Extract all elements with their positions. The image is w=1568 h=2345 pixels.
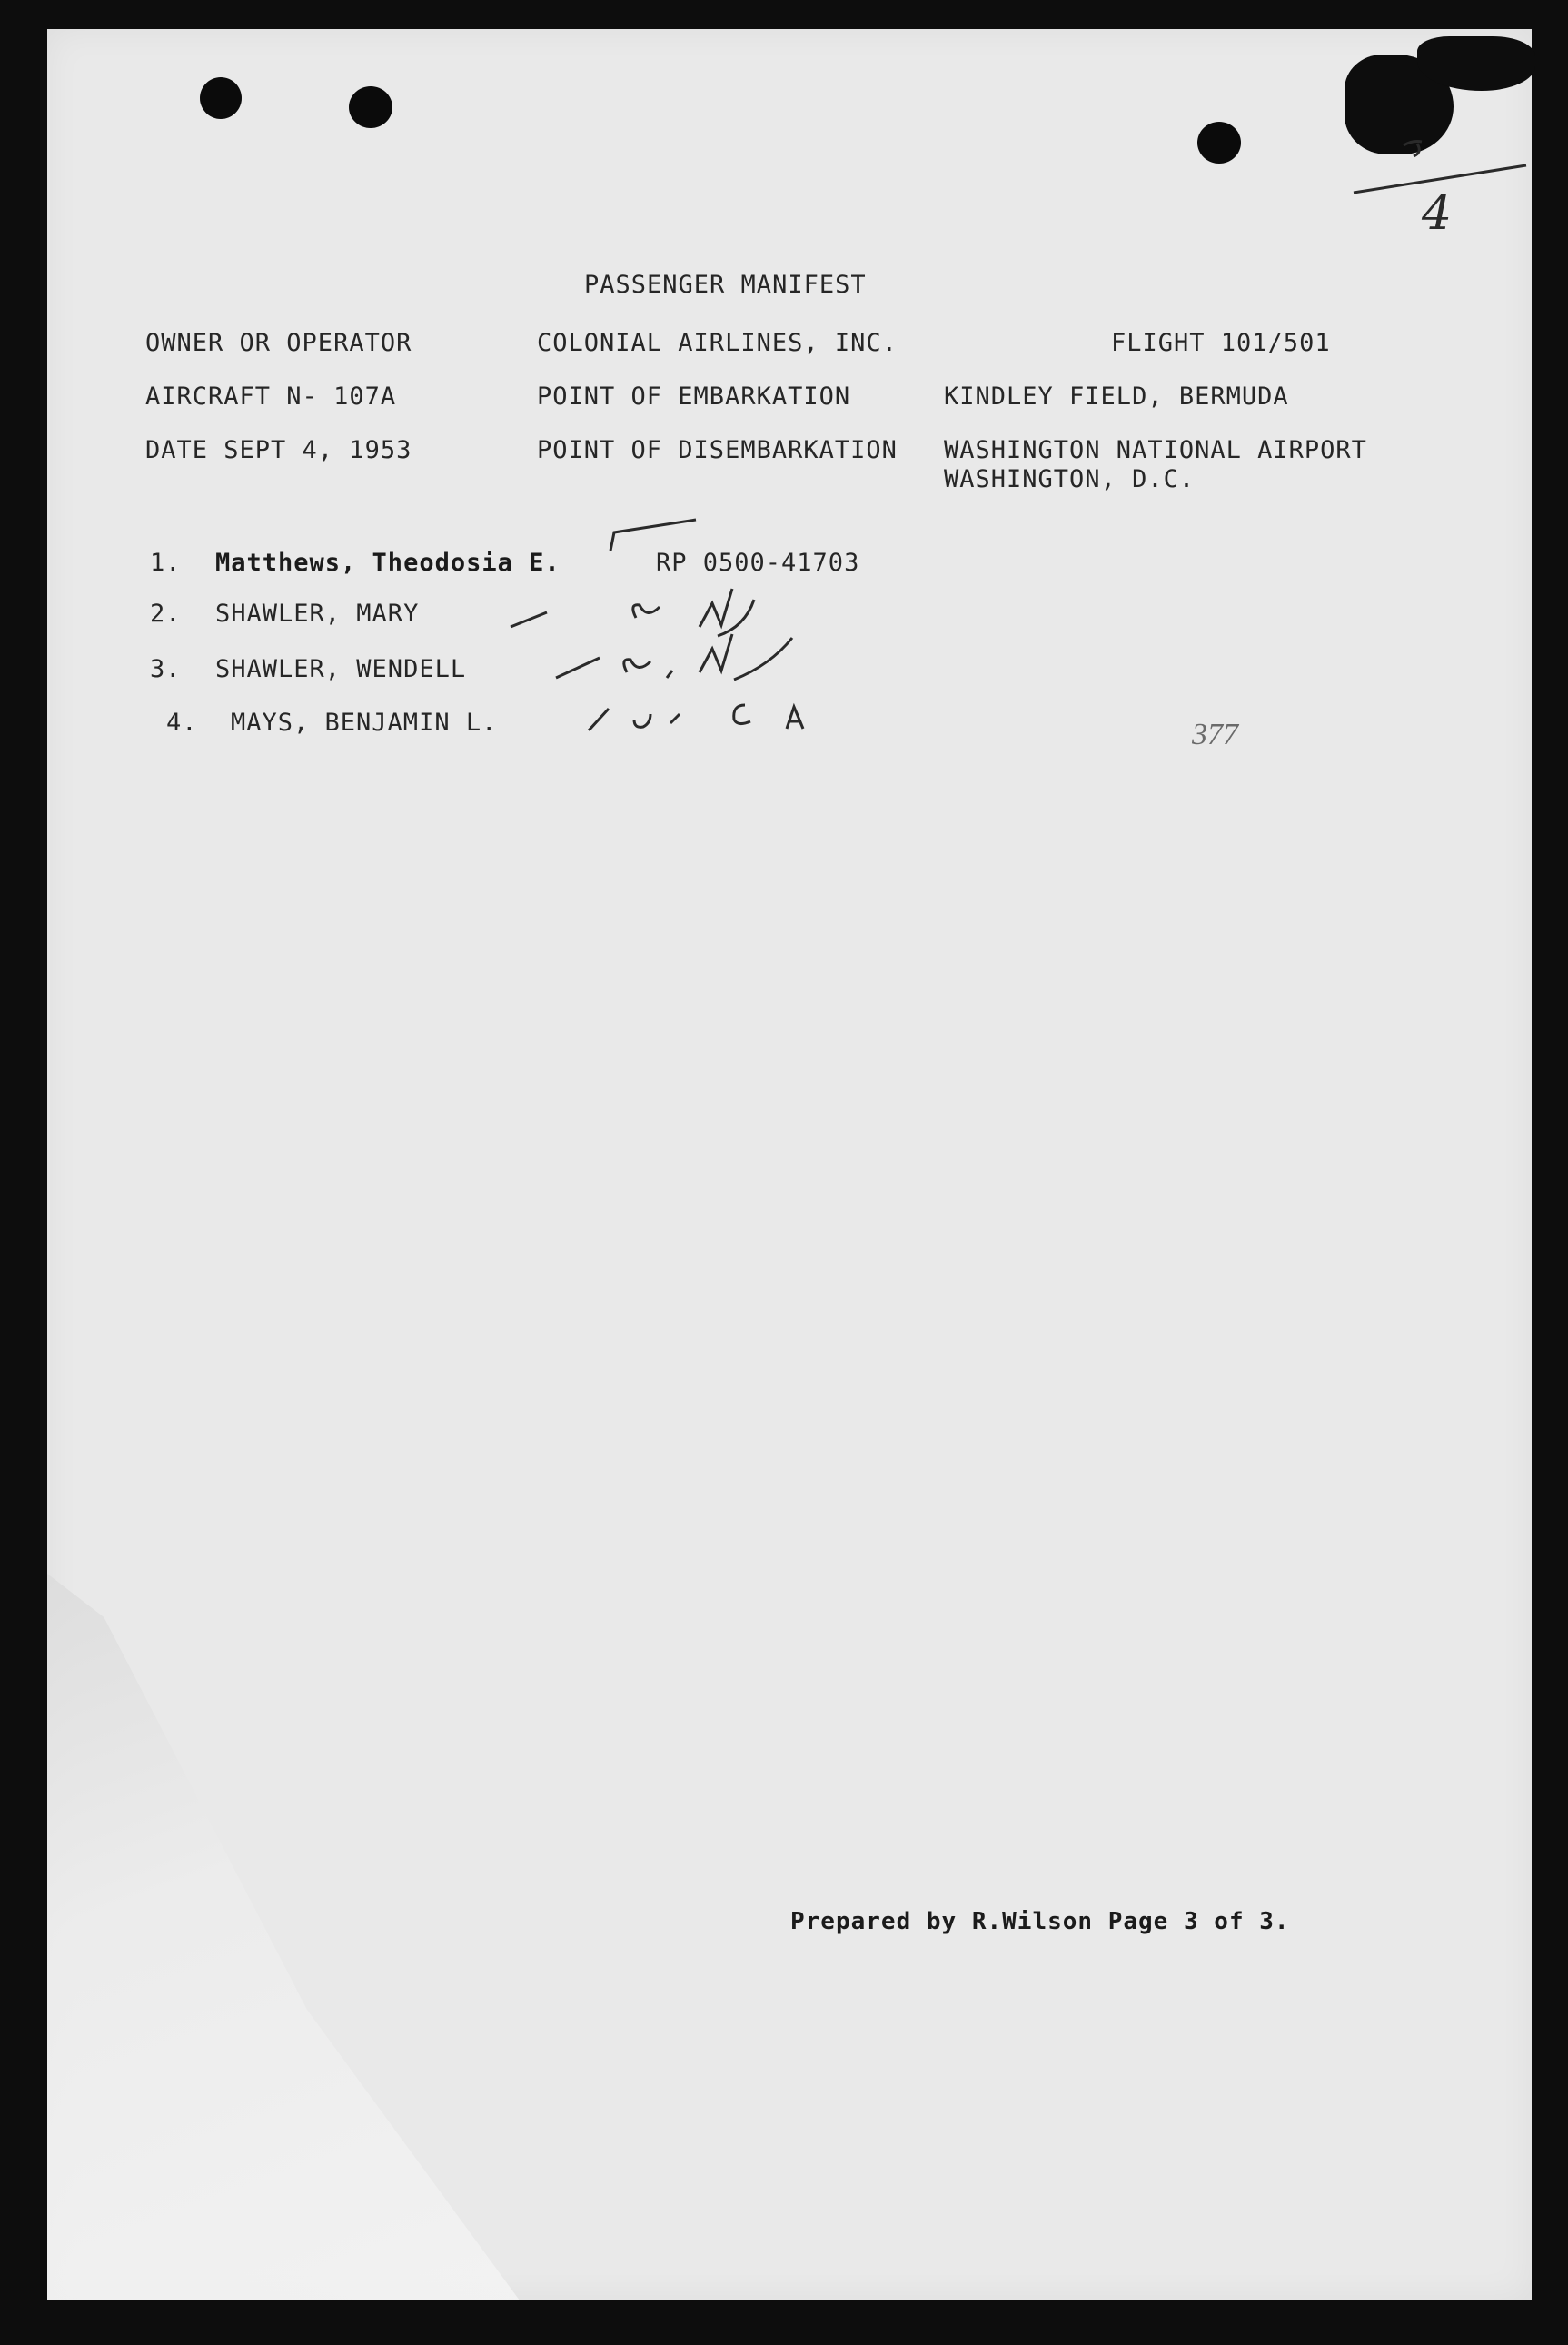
embarkation-label: POINT OF EMBARKATION (537, 383, 851, 411)
flight-date: DATE SEPT 4, 1953 (145, 436, 412, 464)
passenger-number: 2. (150, 600, 182, 628)
disembarkation-value-city: WASHINGTON, D.C. (944, 465, 1196, 493)
manifest-title: PASSENGER MANIFEST (584, 271, 867, 299)
disembarkation-label: POINT OF DISEMBARKATION (537, 436, 898, 464)
passenger-number: 4. (166, 709, 198, 737)
passenger-note: RP 0500-41703 (656, 549, 860, 577)
passenger-name: MAYS, BENJAMIN L. (231, 709, 498, 737)
prepared-by-footer: Prepared by R.Wilson Page 3 of 3. (790, 1908, 1290, 1935)
flight-number: FLIGHT 101/501 (1111, 329, 1331, 357)
passenger-name: Matthews, Theodosia E. (215, 549, 561, 577)
page-fraction-note: 4 (1422, 186, 1453, 241)
aircraft-number: AIRCRAFT N- 107A (145, 383, 397, 411)
embarkation-value: KINDLEY FIELD, BERMUDA (944, 383, 1289, 411)
passenger-name: SHAWLER, MARY (215, 600, 420, 628)
owner-value: COLONIAL AIRLINES, INC. (537, 329, 898, 357)
stamp-number: 377 (1192, 718, 1238, 751)
disembarkation-value: WASHINGTON NATIONAL AIRPORT (944, 436, 1367, 464)
passenger-number: 1. (150, 549, 182, 577)
passenger-name: SHAWLER, WENDELL (215, 655, 467, 683)
owner-label: OWNER OR OPERATOR (145, 329, 412, 357)
passenger-number: 3. (150, 655, 182, 683)
